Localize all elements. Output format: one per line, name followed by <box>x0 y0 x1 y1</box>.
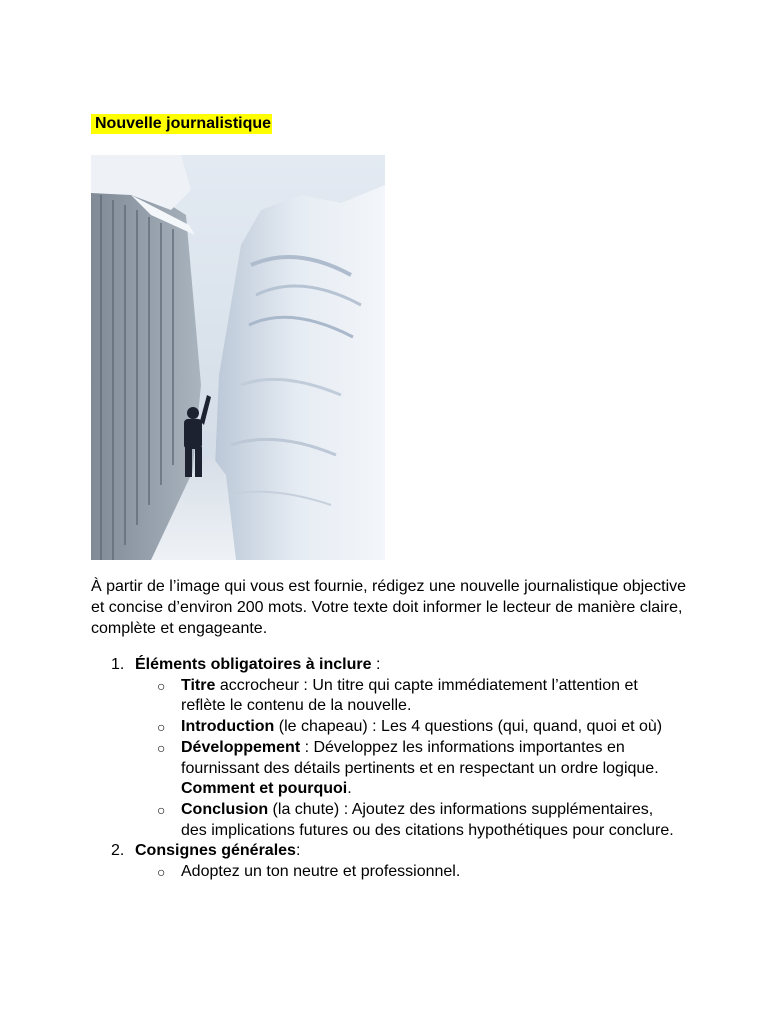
list-item-suffix: : <box>295 842 301 860</box>
sub-item <box>91 800 681 841</box>
sub-item-bold-2: Comment et pourquoi <box>181 780 348 798</box>
sub-item-text: (le chapeau) : Les 4 questions (qui, quand, quoi et où) <box>274 718 663 736</box>
sub-item-bold: Titre <box>181 676 216 694</box>
sub-item-text-2: . <box>347 780 352 798</box>
sub-item-text: Adoptez un ton neutre et professionnel. <box>181 863 461 881</box>
instructions-list <box>91 655 691 883</box>
list-item-number: 1. <box>111 656 125 673</box>
sub-item-text: : Développez les informations importantes en fournissant des détails pertinents et en respectant un ordre logique. <box>181 738 659 777</box>
intro-paragraph: À partir de l’image qui vous est fournie, rédigez une nouvelle journalistique objective et concise d’environ 200 mots. Votre texte doit informer le lecteur de manière claire, complète et engageante. <box>91 578 687 637</box>
sub-item <box>91 862 681 883</box>
snow-corridor-photo <box>91 155 385 560</box>
circle-bullet-icon: ○ <box>157 677 166 694</box>
list-item <box>91 655 691 676</box>
circle-bullet-icon: ○ <box>157 864 166 881</box>
list-item-suffix: : <box>371 656 381 673</box>
sub-item-text: (la chute) : Ajoutez des informations supplémentaires, des implications futures ou des citations hypothétiques pour conclure. <box>181 800 674 839</box>
list-item-label: Consignes générales <box>135 842 296 860</box>
circle-bullet-icon: ○ <box>157 801 166 818</box>
list-item-label: Éléments obligatoires à inclure <box>135 656 372 673</box>
sub-item <box>91 717 681 738</box>
circle-bullet-icon: ○ <box>157 739 166 756</box>
sub-item <box>91 738 681 800</box>
sub-item-bold: Conclusion <box>181 800 269 818</box>
sub-item <box>91 676 681 717</box>
list-item <box>91 841 691 862</box>
circle-bullet-icon: ○ <box>157 719 166 736</box>
sub-item-text: accrocheur : Un titre qui capte immédiatement l’attention et reflète le contenu de la nouvelle. <box>181 676 638 715</box>
sub-item-bold: Développement <box>181 738 301 756</box>
list-item-number: 2. <box>111 842 125 860</box>
sub-item-bold: Introduction <box>181 718 275 736</box>
document-heading: Nouvelle journalistique <box>91 114 272 134</box>
